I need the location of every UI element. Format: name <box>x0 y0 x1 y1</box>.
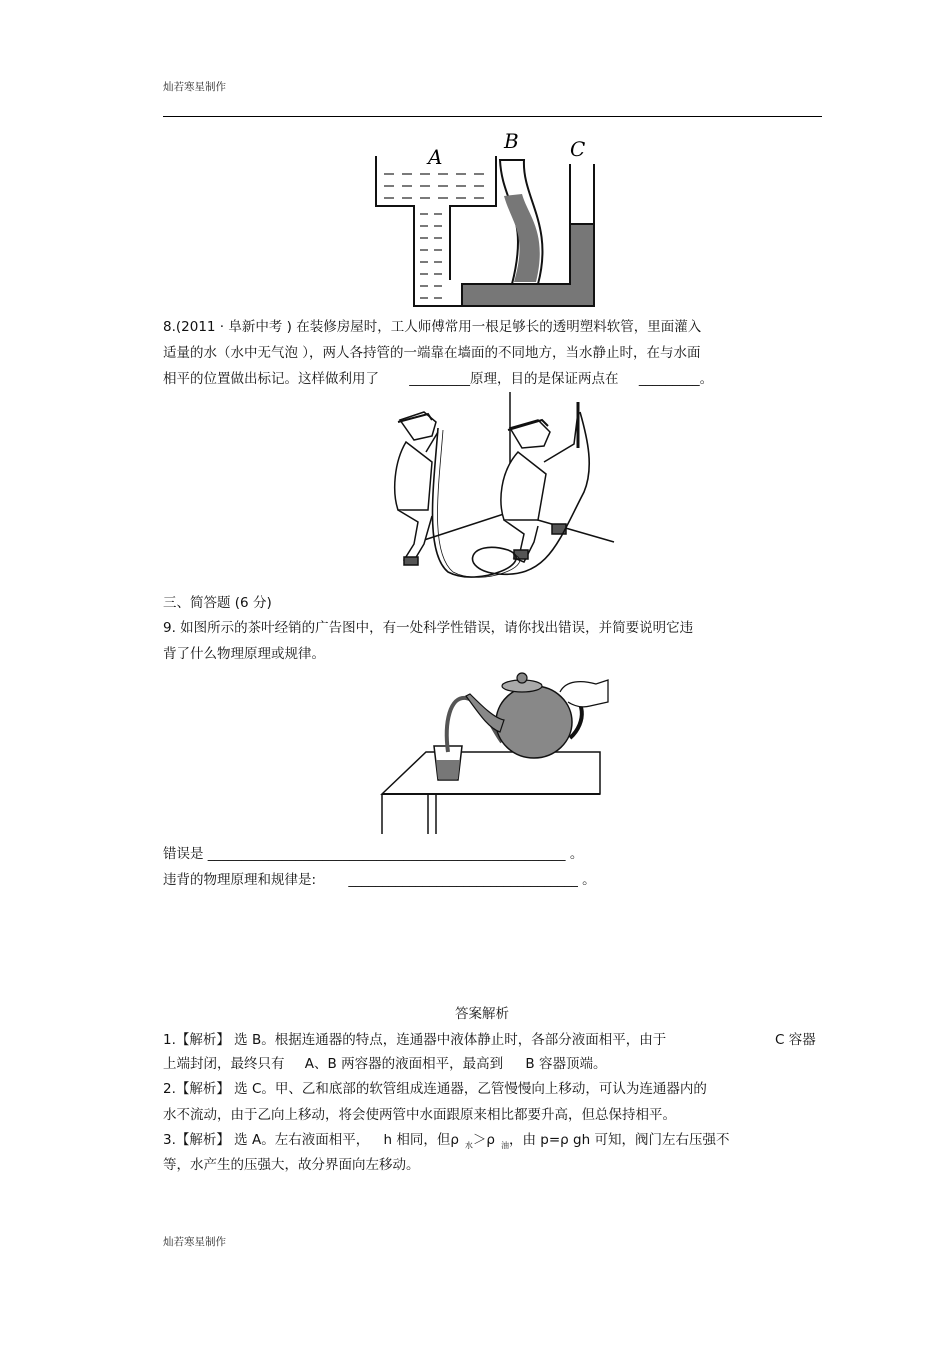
section3-title: 三、简答题 (6 分) <box>163 595 272 611</box>
solution-3-sub-oil: 油 <box>501 1140 509 1150</box>
solution-1-line1-b: C 容器 <box>775 1032 816 1048</box>
solution-3-line1 <box>163 1131 729 1155</box>
connected-vessels-figure <box>362 124 622 310</box>
error-line <box>163 845 583 863</box>
error-label: 错误是 <box>163 846 204 862</box>
solution-2-line2: 水不流动，由于乙向上移动，将会使两管中水面跟原来相比都要升高，但总保持相平。 <box>163 1107 676 1123</box>
q8-line1: 8.(2011 · 阜新中考 ) 在装修房屋时，工人师傅常用一根足够长的透明塑料软管，里面灌入 <box>163 319 702 335</box>
solution-3-sub-water: 水 <box>464 1140 473 1150</box>
page-footer: 灿若寒星制作 <box>163 1236 226 1248</box>
solution-3-line1-a: 3.【解析】 选 A。左右液面相平， <box>163 1132 370 1148</box>
q8-blank-2[interactable]: _________ <box>638 371 700 387</box>
worker-right <box>501 402 578 562</box>
solution-1-line1 <box>163 1031 666 1049</box>
principle-label: 违背的物理原理和规律是: <box>163 872 317 888</box>
solution-3-line1-c: ＞ρ <box>472 1132 495 1148</box>
principle-end: 。 <box>582 872 596 888</box>
teapot-body <box>496 686 572 758</box>
principle-blank[interactable]: __________________________________ <box>348 872 578 888</box>
teapot-figure <box>370 662 610 834</box>
solution-2-line1: 2.【解析】 选 C。甲、乙和底部的软管组成连通器，乙管慢慢向上移动，可认为连通器内的 <box>163 1081 707 1097</box>
solution-1-line2-b: A、B 两容器的液面相平，最高到 <box>304 1056 504 1072</box>
page-header: 灿若寒星制作 <box>163 81 226 93</box>
q9-line2: 背了什么物理原理或规律。 <box>163 646 325 662</box>
error-end: 。 <box>569 846 584 862</box>
solutions-title: 答案解析 <box>455 1006 509 1022</box>
solution-3-line1-b: h 相同，但ρ <box>383 1132 459 1148</box>
solution-3-line1-d: ，由 p=ρ gh 可知，阀门左右压强不 <box>509 1132 730 1148</box>
q8-line3-c: 。 <box>699 371 714 387</box>
q8-line3 <box>163 370 713 388</box>
hand <box>560 680 608 707</box>
error-blank[interactable]: _____________________________________________________ <box>207 846 566 862</box>
solution-1-line2 <box>163 1055 606 1073</box>
label-c: C <box>570 137 586 161</box>
q8-line3-b: 原理，目的是保证两点在 <box>470 371 619 387</box>
solution-1-line2-a: 上端封闭，最终只有 <box>163 1056 285 1072</box>
container-a-water <box>384 174 484 298</box>
q8-blank-1[interactable]: _________ <box>409 371 471 387</box>
table-top <box>382 752 600 794</box>
workers-hose-figure <box>388 392 618 586</box>
worker-left <box>395 412 438 565</box>
label-a: A <box>428 145 443 169</box>
q8-line3-a: 相平的位置做出标记。这样做利用了 <box>163 371 379 387</box>
solution-3-line2: 等，水产生的压强大，故分界面向左移动。 <box>163 1157 420 1173</box>
principle-line <box>163 871 596 889</box>
solution-1-line1-a: 1.【解析】 选 B。根据连通器的特点，连通器中液体静止时，各部分液面相平，由于 <box>163 1032 667 1048</box>
q8-line2: 适量的水（水中无气泡 ），两人各持管的一端靠在墙面的不同地方，当水静止时，在与水面 <box>163 345 701 361</box>
header-rule <box>163 116 822 117</box>
solution-1-line2-c: B 容器顶端。 <box>525 1056 607 1072</box>
label-b: B <box>504 129 519 153</box>
q9-line1: 9. 如图所示的茶叶经销的广告图中，有一处科学性错误，请你找出错误，并简要说明它违 <box>163 620 694 636</box>
